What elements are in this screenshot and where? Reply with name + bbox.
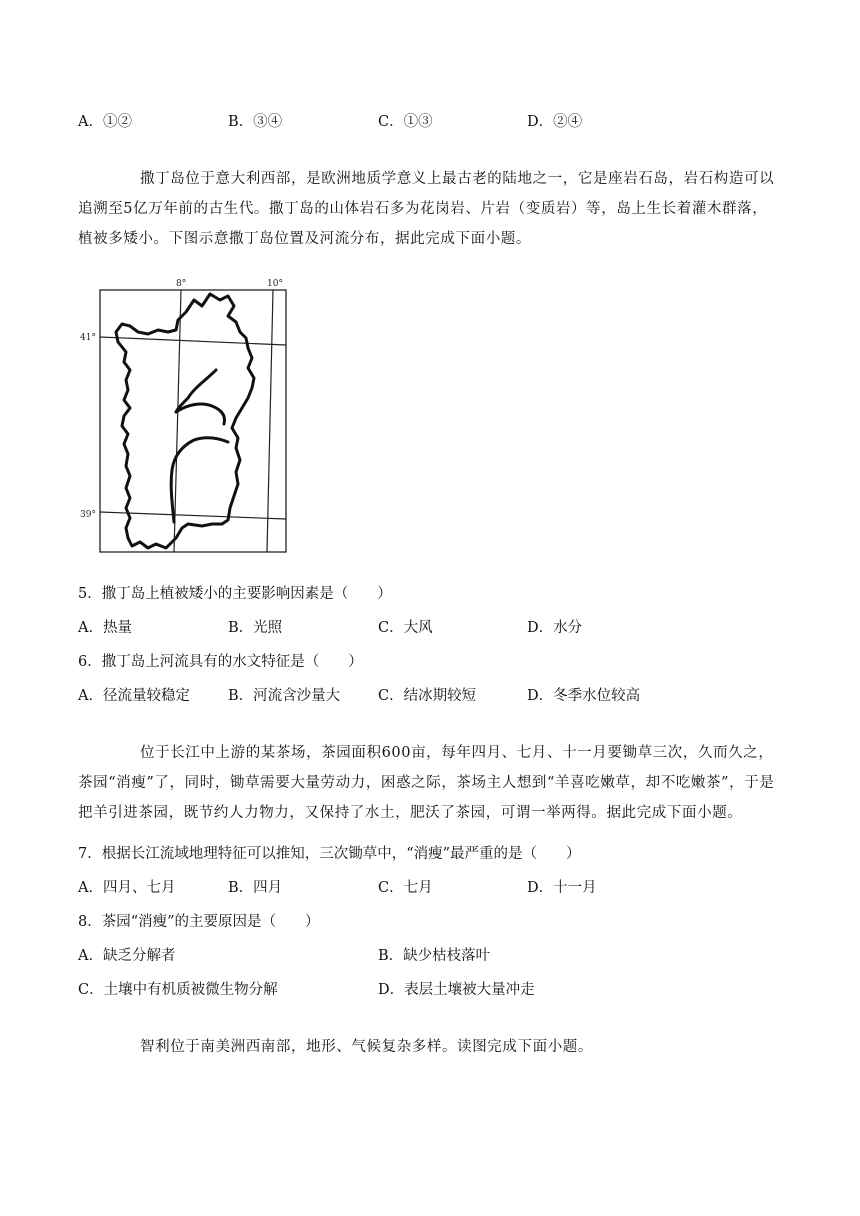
q8-option-b: B．缺少枯枝落叶 bbox=[378, 948, 491, 964]
q4-option-d: D．②④ bbox=[527, 114, 583, 130]
q4-option-b: B．③④ bbox=[228, 114, 283, 130]
sardinia-map bbox=[78, 276, 294, 556]
q7-option-a: A．四月、七月 bbox=[78, 880, 176, 896]
q6-option-b: B．河流含沙量大 bbox=[228, 688, 341, 704]
q4-option-a: A．①② bbox=[78, 114, 132, 130]
lat-label-39: 39° bbox=[80, 510, 96, 520]
lat-label-41: 41° bbox=[80, 333, 96, 343]
passage-chile: 智利位于南美洲西南部，地形、气候复杂多样。读图完成下面小题。 bbox=[140, 1039, 593, 1055]
q7-option-c: C．七月 bbox=[378, 880, 433, 896]
q5-option-c: C．大风 bbox=[378, 620, 433, 636]
q5-option-d: D．水分 bbox=[527, 620, 583, 636]
lon-label-10: 10° bbox=[267, 279, 283, 289]
q8-option-c: C．土壤中有机质被微生物分解 bbox=[78, 982, 278, 998]
q6-stem: 6．撒丁岛上河流具有的水文特征是（ ） bbox=[78, 654, 363, 670]
q7-stem: 7．根据长江流域地理特征可以推知，三次锄草中，“消瘦”最严重的是（ ） bbox=[78, 846, 581, 862]
q6-option-a: A．径流量较稳定 bbox=[78, 688, 190, 704]
q5-stem: 5．撒丁岛上植被矮小的主要影响因素是（ ） bbox=[78, 586, 392, 602]
q5-option-a: A．热量 bbox=[78, 620, 132, 636]
parallel-41 bbox=[100, 337, 286, 345]
passage-tea-garden: 位于长江中上游的某茶场，茶园面积600亩，每年四月、七月、十一月要锄草三次，久而久之，茶园“消瘦”了，同时，锄草需要大量劳动力，困惑之际，茶场主人想到“羊喜吃嫩草，却不吃嫩茶”，于是把羊引进茶园，既节约人力物力，又保持了水土，肥沃了茶园，可谓一举两得。据此完成下面小题。 bbox=[78, 745, 775, 821]
island-outline bbox=[116, 294, 254, 548]
river-south bbox=[171, 438, 228, 522]
q5-option-b: B．光照 bbox=[228, 620, 283, 636]
q7-option-b: B．四月 bbox=[228, 880, 283, 896]
meridian-10 bbox=[267, 290, 273, 552]
q7-option-d: D．十一月 bbox=[527, 880, 597, 896]
q8-stem: 8．茶园“消瘦”的主要原因是（ ） bbox=[78, 914, 320, 930]
q6-option-d: D．冬季水位较高 bbox=[527, 688, 641, 704]
q6-option-c: C．结冰期较短 bbox=[378, 688, 477, 704]
q4-option-c: C．①③ bbox=[378, 114, 433, 130]
river-central bbox=[176, 404, 225, 424]
q8-option-a: A．缺乏分解者 bbox=[78, 948, 176, 964]
q8-option-d: D．表层土壤被大量冲走 bbox=[378, 982, 535, 998]
lon-label-8: 8° bbox=[176, 279, 187, 289]
passage-sardinia: 撒丁岛位于意大利西部，是欧洲地质学意义上最古老的陆地之一，它是座岩石岛，岩石构造可以追溯至5亿万年前的古生代。撒丁岛的山体岩石多为花岗岩、片岩（变质岩）等，岛上生长着灌木群落，植被多矮小。下图示意撒丁岛位置及河流分布，据此完成下面小题。 bbox=[78, 171, 775, 247]
